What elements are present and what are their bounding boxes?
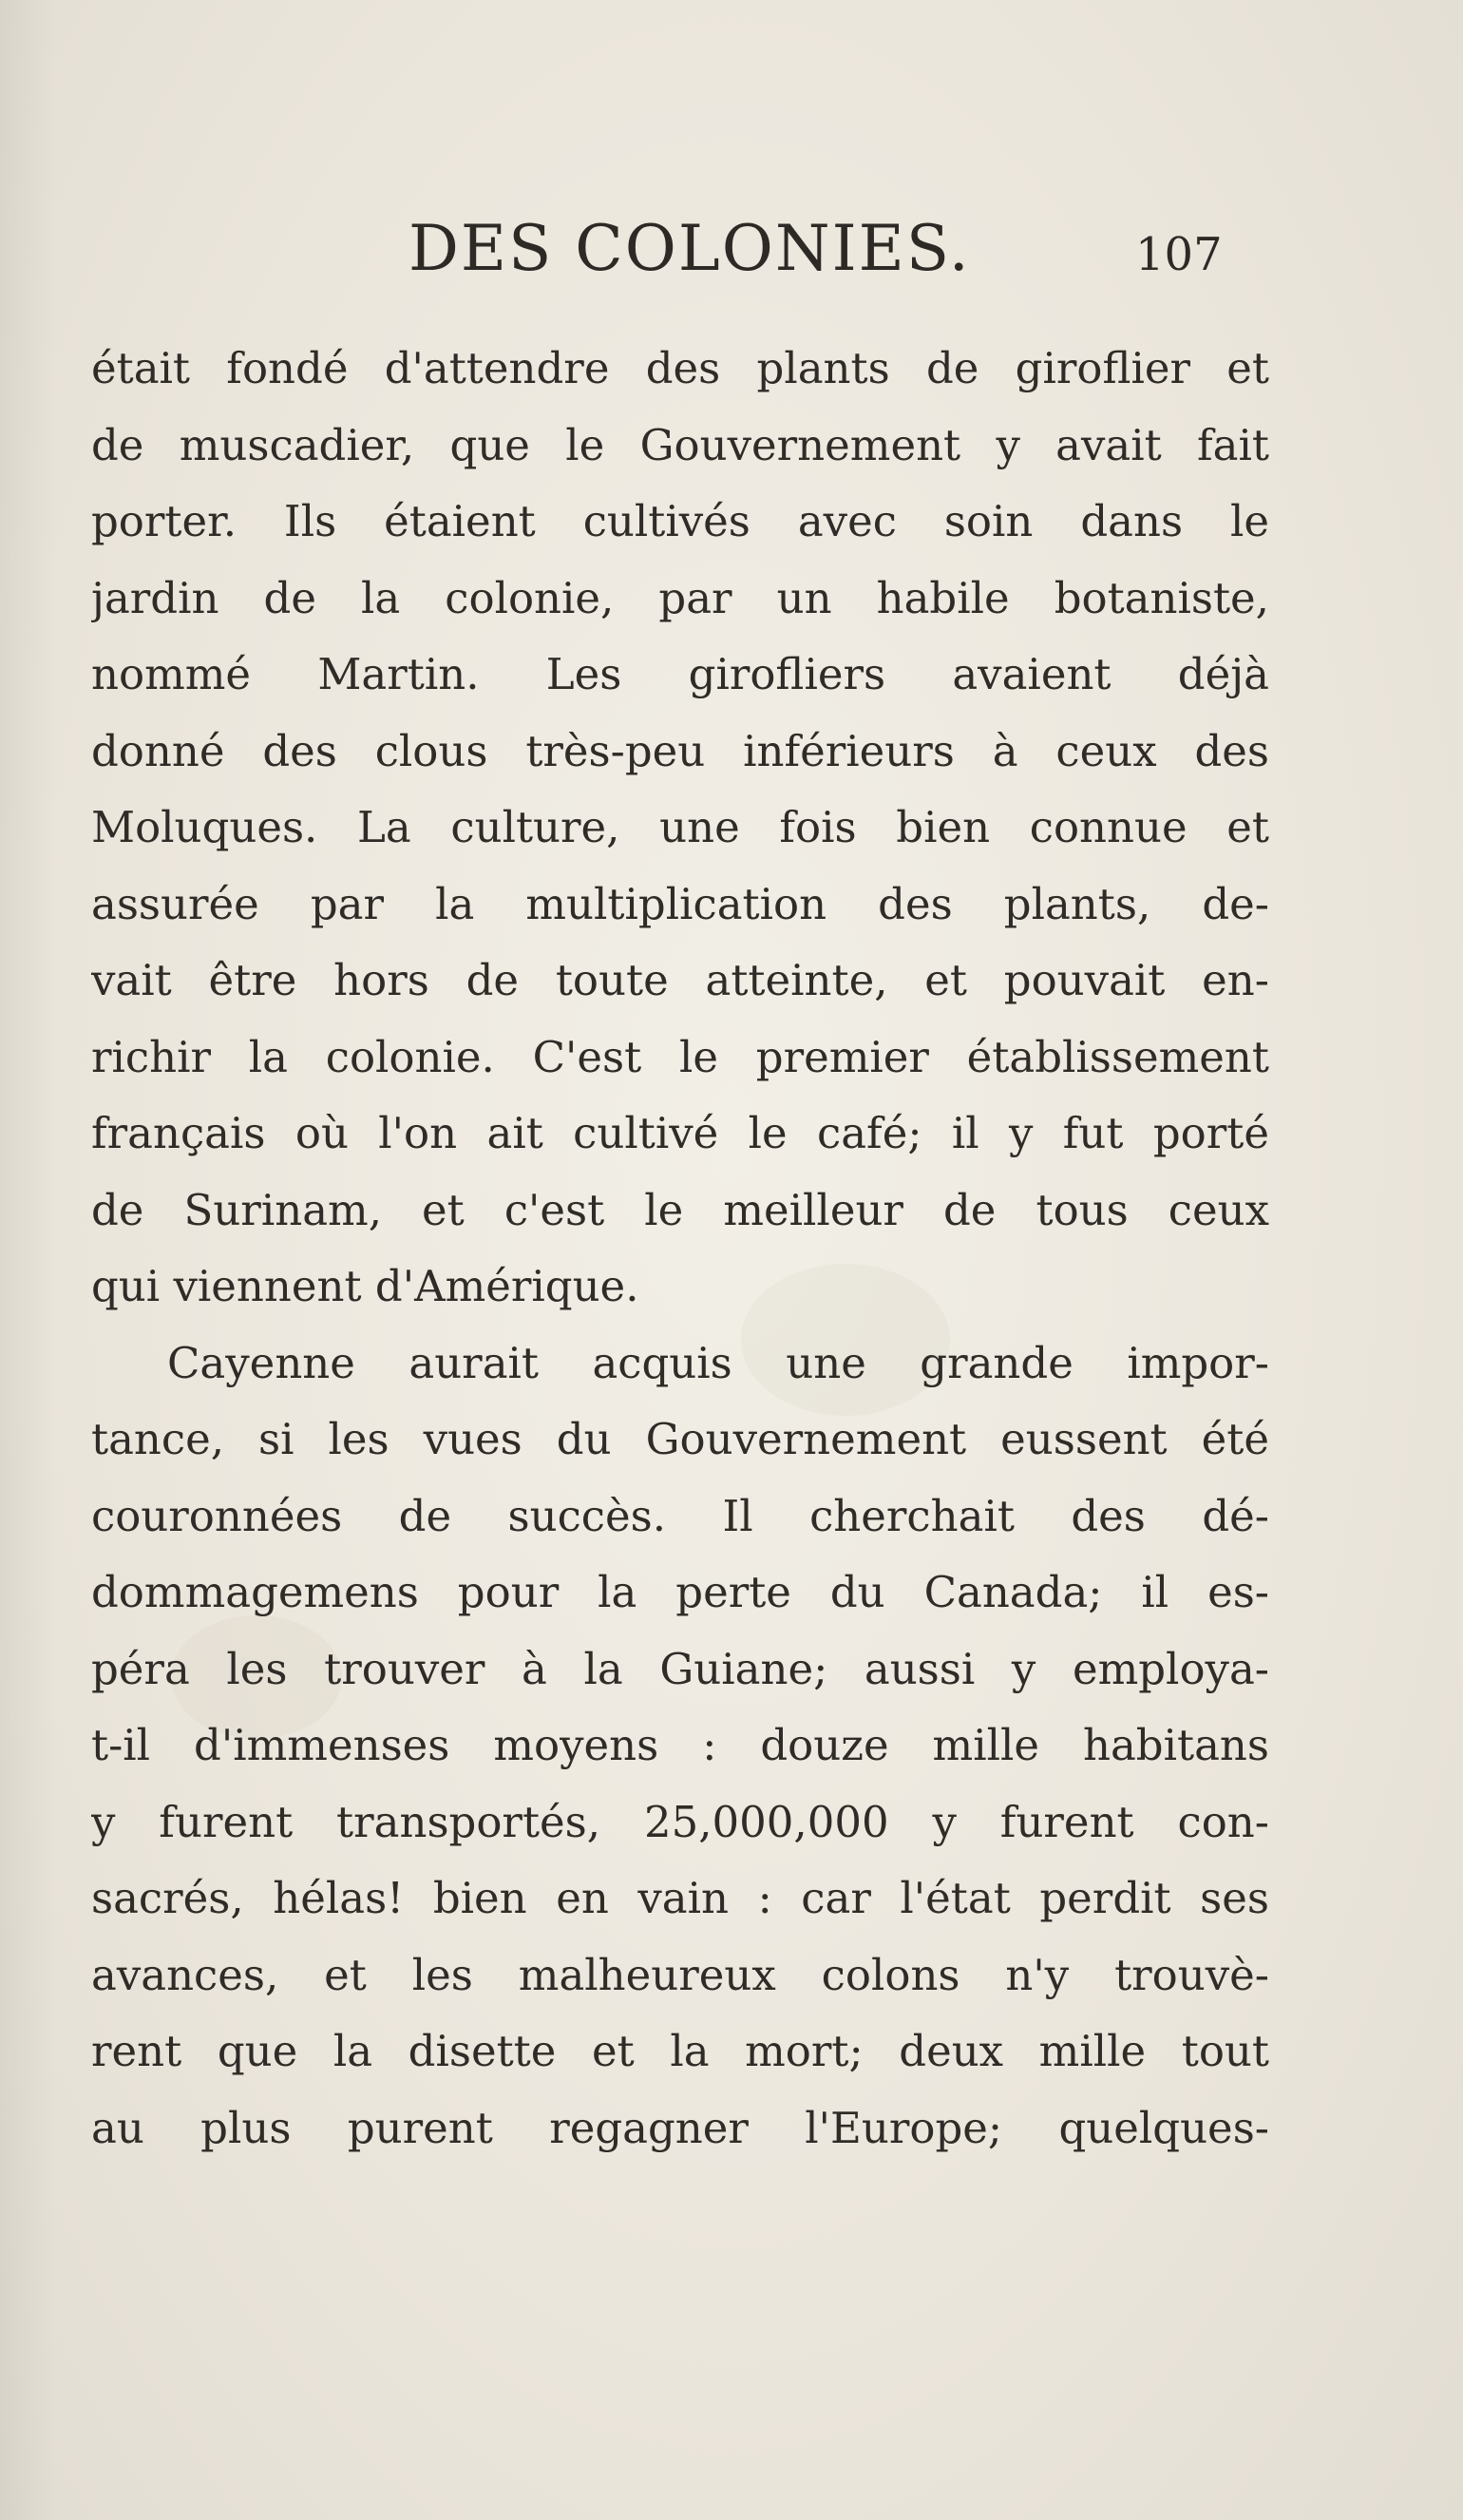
text-line: dommagemens pour la perte du Canada; il es-	[91, 1567, 1269, 1617]
running-title: DES COLONIES.	[408, 212, 971, 285]
text-line: donné des clous très-peu inférieurs à ceux des	[91, 725, 1269, 776]
paragraph-end-line: qui viennent d'Amérique.	[91, 1261, 639, 1311]
text-line: porter. Ils étaient cultivés avec soin dans le	[91, 496, 1269, 546]
text-line: t-il d'immenses moyens : douze mille habitans	[91, 1720, 1269, 1770]
paragraph-start-line: Cayenne aurait acquis une grande impor-	[167, 1337, 1269, 1388]
text-line: couronnées de succès. Il cherchait des dé-	[91, 1490, 1269, 1541]
text-line: de muscadier, que le Gouvernement y avait fait	[91, 419, 1269, 470]
text-line: nommé Martin. Les girofliers avaient déjà	[91, 649, 1269, 699]
text-line: rent que la disette et la mort; deux mille tout	[91, 2026, 1269, 2076]
page-number: 107	[1135, 228, 1223, 281]
page-gutter-shadow	[0, 0, 57, 2520]
text-line: richir la colonie. C'est le premier établissement	[91, 1031, 1269, 1082]
text-line: assurée par la multiplication des plants, de-	[91, 878, 1269, 929]
text-line: jardin de la colonie, par un habile botaniste,	[91, 572, 1269, 623]
text-line: français où l'on ait cultivé le café; il y fut porté	[91, 1108, 1269, 1158]
text-line: tance, si les vues du Gouvernement eussent été	[91, 1414, 1269, 1464]
text-line: Moluques. La culture, une fois bien connue et	[91, 802, 1269, 852]
text-line: péra les trouver à la Guiane; aussi y employa-	[91, 1643, 1269, 1694]
body-text	[91, 331, 1269, 2167]
text-line: y furent transportés, 25,000,000 y furent con-	[91, 1796, 1269, 1847]
text-line: sacrés, hélas! bien en vain : car l'état perdit ses	[91, 1873, 1269, 1923]
text-line: de Surinam, et c'est le meilleur de tous ceux	[91, 1184, 1269, 1235]
running-header	[0, 211, 1463, 287]
text-line: au plus purent regagner l'Europe; quelques-	[91, 2102, 1269, 2153]
text-line: vait être hors de toute atteinte, et pouvait en-	[91, 955, 1269, 1005]
text-line: était fondé d'attendre des plants de giroflier et	[91, 343, 1269, 393]
text-line: avances, et les malheureux colons n'y trouvè-	[91, 1949, 1269, 2000]
